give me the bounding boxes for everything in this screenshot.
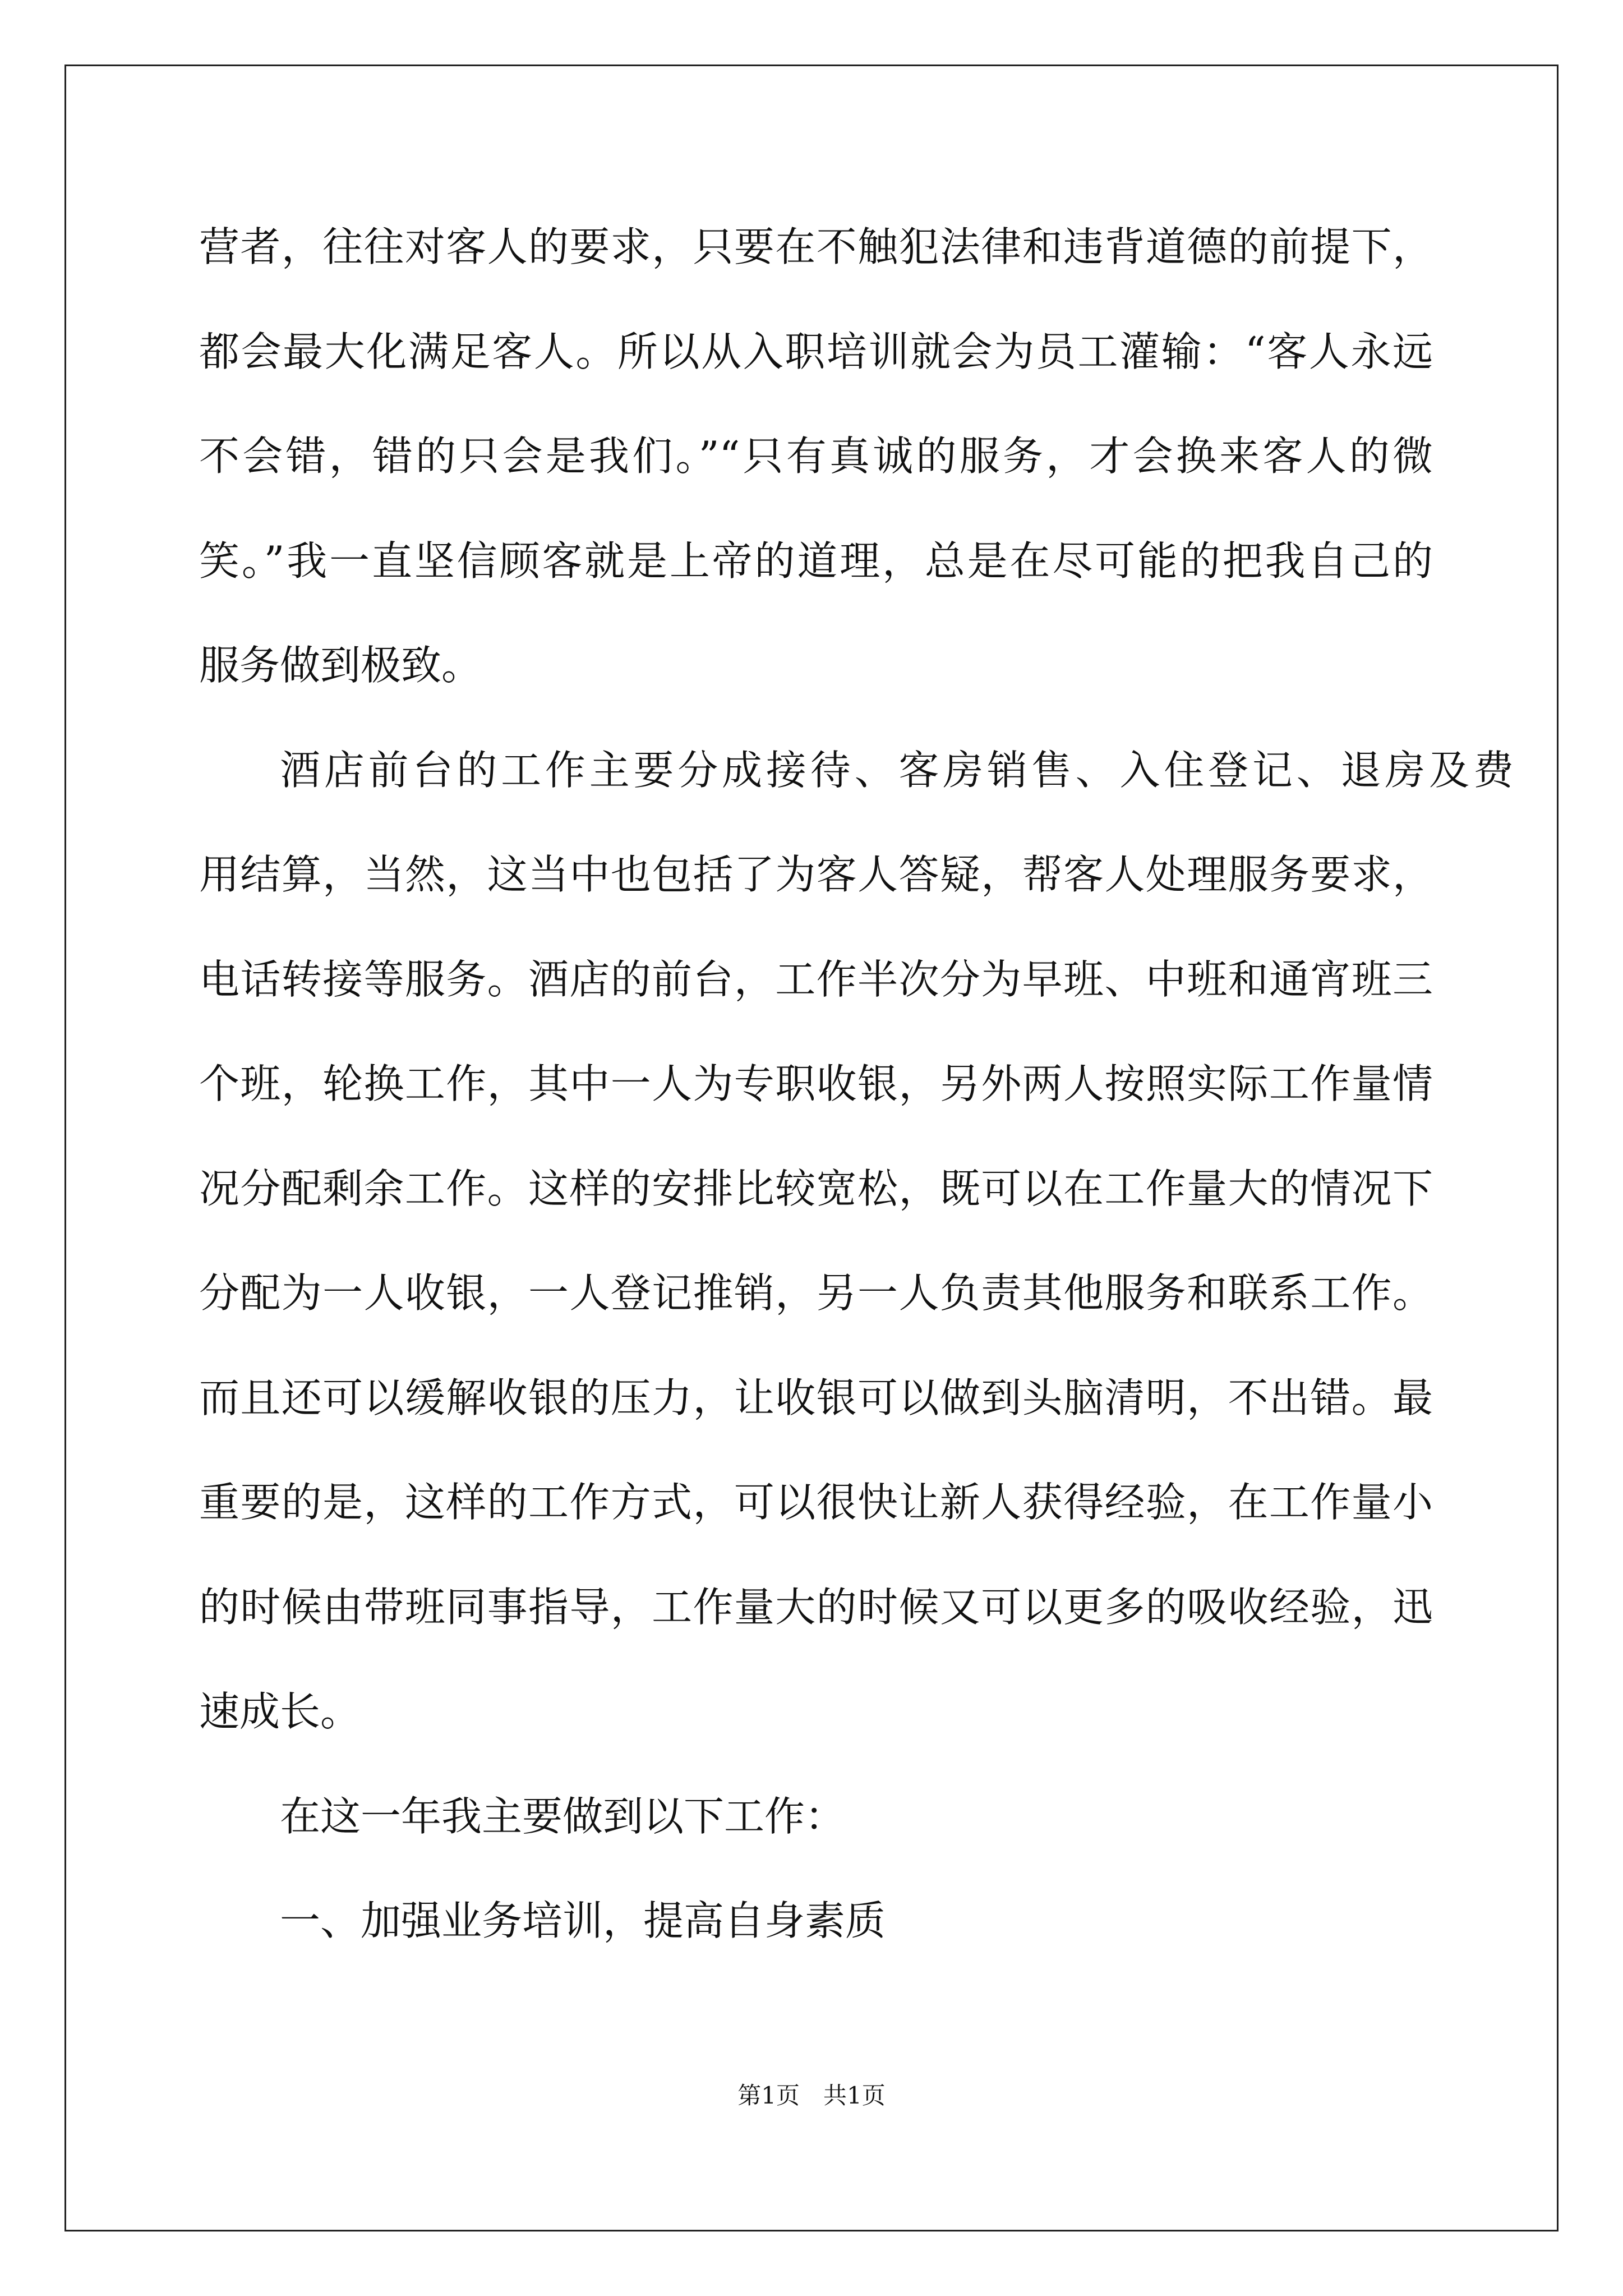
text-line: 笑。”我一直坚信顾客就是上帝的道理，总是在尽可能的把我自己的 <box>199 537 1433 585</box>
text-line: 电话转接等服务。酒店的前台，工作半次分为早班、中班和通宵班三 <box>199 955 1433 1003</box>
text-line: 重要的是，这样的工作方式，可以很快让新人获得经验，在工作量小 <box>199 1479 1433 1526</box>
text-line: 不会错，错的只会是我们。”“只有真诚的服务，才会换来客人的微 <box>199 432 1433 480</box>
text-line: 酒店前台的工作主要分成接待、客房销售、入住登记、退房及费 <box>280 746 1514 794</box>
text-line: 速成长。 <box>199 1688 361 1735</box>
text-line: 分配为一人收银，一人登记推销，另一人负责其他服务和联系工作。 <box>199 1269 1433 1317</box>
text-line: 服务做到极致。 <box>199 642 482 689</box>
text-line: 的时候由带班同事指导，工作量大的时候又可以更多的吸收经验，迅 <box>199 1583 1433 1631</box>
text-line: 在这一年我主要做到以下工作： <box>280 1792 846 1840</box>
text-line: 都会最大化满足客人。所以从入职培训就会为员工灌输：“客人永远 <box>199 328 1433 375</box>
text-line: 而且还可以缓解收银的压力，让收银可以做到头脑清明，不出错。最 <box>199 1374 1433 1421</box>
text-line: 个班，轮换工作，其中一人为专职收银，另外两人按照实际工作量情 <box>199 1060 1433 1107</box>
text-line: 用结算，当然，这当中也包括了为客人答疑，帮客人处理服务要求， <box>199 851 1433 898</box>
text-line: 营者，往往对客人的要求，只要在不触犯法律和违背道德的前提下， <box>199 223 1433 270</box>
page-footer: 第1页 共1页 <box>737 2082 886 2109</box>
text-line: 一、加强业务培训，提高自身素质 <box>280 1897 886 1944</box>
text-line: 况分配剩余工作。这样的安排比较宽松，既可以在工作量大的情况下 <box>199 1165 1433 1212</box>
